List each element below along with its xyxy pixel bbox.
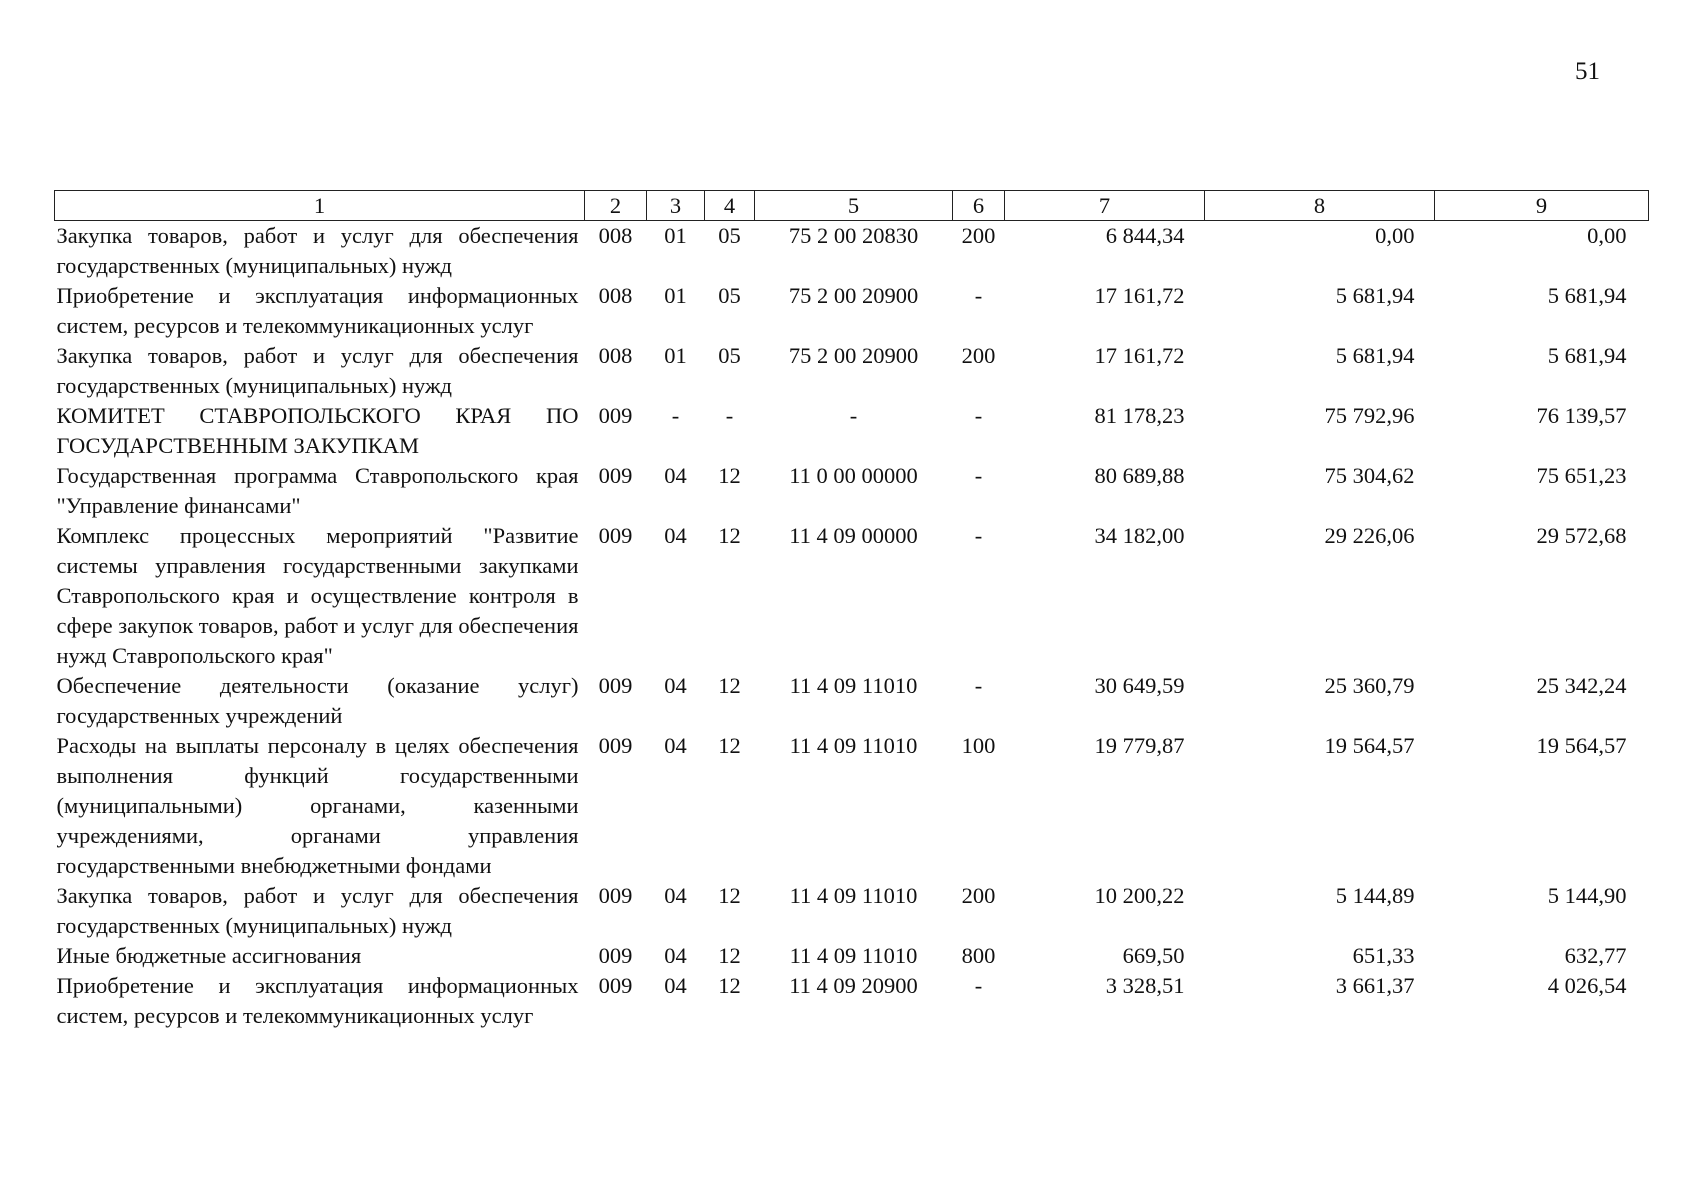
column-4-code: 12 — [718, 973, 741, 998]
column-6-code: 200 — [961, 343, 996, 368]
column-5-code: 11 4 09 11010 — [789, 733, 918, 758]
column-6-code: - — [974, 403, 983, 428]
column-5-code: 75 2 00 20900 — [788, 343, 919, 368]
column-5-code: 11 4 09 11010 — [789, 883, 918, 908]
column-8-amount: 29 226,06 — [1324, 523, 1415, 548]
column-7-amount: 19 779,87 — [1094, 733, 1185, 758]
table-row — [55, 731, 1649, 881]
column-7-amount: 81 178,23 — [1094, 403, 1185, 428]
column-4-code: 12 — [718, 463, 741, 488]
page-number: 51 — [1575, 58, 1600, 85]
column-7-amount: 6 844,34 — [1105, 223, 1185, 248]
column-5-code: 75 2 00 20830 — [788, 223, 919, 248]
column-3-code: 04 — [664, 883, 687, 908]
column-8-amount: 0,00 — [1375, 223, 1415, 248]
budget-table — [54, 190, 1649, 1031]
column-6-code: - — [974, 973, 983, 998]
column-header-6: 6 — [953, 191, 1005, 221]
column-4-code: 12 — [718, 883, 741, 908]
row-description: Закупка товаров, работ и услуг для обеспечения государственных (муниципальных) нужд — [56, 343, 579, 398]
column-8-amount: 75 792,96 — [1324, 403, 1415, 428]
column-2-code: 009 — [598, 943, 633, 968]
header-row — [55, 191, 1649, 221]
column-3-code: 04 — [664, 463, 687, 488]
column-9-amount: 5 681,94 — [1547, 283, 1627, 308]
column-7-amount: 30 649,59 — [1094, 673, 1185, 698]
column-2-code: 009 — [598, 673, 633, 698]
column-7-amount: 669,50 — [1122, 943, 1185, 968]
column-2-code: 009 — [598, 973, 633, 998]
column-2-code: 008 — [598, 343, 633, 368]
table-row — [55, 671, 1649, 731]
row-description: Иные бюджетные ассигнования — [56, 943, 362, 968]
column-4-code: 05 — [718, 343, 741, 368]
column-8-amount: 25 360,79 — [1324, 673, 1415, 698]
column-9-amount: 29 572,68 — [1536, 523, 1627, 548]
column-2-code: 008 — [598, 283, 633, 308]
column-9-amount: 5 144,90 — [1547, 883, 1627, 908]
column-3-code: 01 — [664, 343, 687, 368]
column-3-code: 01 — [664, 283, 687, 308]
column-7-amount: 34 182,00 — [1094, 523, 1185, 548]
column-2-code: 009 — [598, 883, 633, 908]
column-2-code: 009 — [598, 523, 633, 548]
column-6-code: - — [974, 463, 983, 488]
column-3-code: 04 — [664, 973, 687, 998]
column-4-code: 12 — [718, 673, 741, 698]
column-3-code: 04 — [664, 523, 687, 548]
column-header-2: 2 — [585, 191, 647, 221]
column-3-code: 01 — [664, 223, 687, 248]
table-row — [55, 881, 1649, 941]
column-8-amount: 3 661,37 — [1335, 973, 1415, 998]
column-7-amount: 17 161,72 — [1094, 343, 1185, 368]
column-4-code: 12 — [718, 943, 741, 968]
row-description: Приобретение и эксплуатация информационных систем, ресурсов и телекоммуникационных услуг — [56, 283, 579, 338]
column-5-code: 11 4 09 11010 — [789, 943, 918, 968]
column-header-3: 3 — [647, 191, 705, 221]
column-2-code: 009 — [598, 463, 633, 488]
column-5-code: 11 4 09 00000 — [789, 523, 918, 548]
column-9-amount: 4 026,54 — [1547, 973, 1627, 998]
column-7-amount: 17 161,72 — [1094, 283, 1185, 308]
column-6-code: 800 — [961, 943, 996, 968]
table-body — [55, 221, 1649, 1032]
column-4-code: - — [725, 403, 734, 428]
column-4-code: 12 — [718, 733, 741, 758]
column-8-amount: 651,33 — [1352, 943, 1415, 968]
table-row — [55, 341, 1649, 401]
table-row — [55, 281, 1649, 341]
row-description: Комплекс процессных мероприятий "Развитие системы управления государственными закупками Ставропольского края и осуществление контроля в сфере закупок товаров, работ и услуг для обеспечения нужд Ставропольского края" — [56, 523, 579, 668]
column-6-code: - — [974, 673, 983, 698]
table-row — [55, 971, 1649, 1031]
column-5-code: 75 2 00 20900 — [788, 283, 919, 308]
column-header-1: 1 — [55, 191, 585, 221]
table-row — [55, 461, 1649, 521]
column-6-code: 200 — [961, 883, 996, 908]
row-description: Приобретение и эксплуатация информационных систем, ресурсов и телекоммуникационных услуг — [56, 973, 579, 1028]
row-description: Государственная программа Ставропольского края "Управление финансами" — [56, 463, 579, 518]
table-row — [55, 401, 1649, 461]
column-4-code: 05 — [718, 223, 741, 248]
row-description: Расходы на выплаты персоналу в целях обеспечения выполнения функций государственными (муниципальными) органами, казенными учреждениями, органами управления государственными внебюджетными фондами — [56, 733, 579, 878]
column-7-amount: 80 689,88 — [1094, 463, 1185, 488]
column-6-code: - — [974, 523, 983, 548]
column-3-code: 04 — [664, 943, 687, 968]
column-4-code: 12 — [718, 523, 741, 548]
column-3-code: - — [671, 403, 680, 428]
row-description: Закупка товаров, работ и услуг для обеспечения государственных (муниципальных) нужд — [56, 223, 579, 278]
column-9-amount: 25 342,24 — [1536, 673, 1627, 698]
column-header-8: 8 — [1205, 191, 1435, 221]
column-2-code: 009 — [598, 733, 633, 758]
column-header-5: 5 — [755, 191, 953, 221]
table-header — [55, 191, 1649, 221]
column-8-amount: 5 681,94 — [1335, 283, 1415, 308]
row-description: Закупка товаров, работ и услуг для обеспечения государственных (муниципальных) нужд — [56, 883, 579, 938]
row-description: Обеспечение деятельности (оказание услуг) государственных учреждений — [56, 673, 579, 728]
column-6-code: 200 — [961, 223, 996, 248]
column-5-code: 11 4 09 20900 — [789, 973, 918, 998]
column-8-amount: 19 564,57 — [1324, 733, 1415, 758]
column-8-amount: 75 304,62 — [1324, 463, 1415, 488]
column-8-amount: 5 681,94 — [1335, 343, 1415, 368]
column-5-code: - — [849, 403, 858, 428]
column-3-code: 04 — [664, 673, 687, 698]
column-header-9: 9 — [1435, 191, 1649, 221]
column-7-amount: 10 200,22 — [1094, 883, 1185, 908]
table-row — [55, 521, 1649, 671]
column-3-code: 04 — [664, 733, 687, 758]
column-header-7: 7 — [1005, 191, 1205, 221]
column-header-4: 4 — [705, 191, 755, 221]
column-6-code: 100 — [961, 733, 996, 758]
column-9-amount: 632,77 — [1564, 943, 1627, 968]
column-9-amount: 76 139,57 — [1536, 403, 1627, 428]
column-9-amount: 19 564,57 — [1536, 733, 1627, 758]
column-6-code: - — [974, 283, 983, 308]
column-9-amount: 75 651,23 — [1536, 463, 1627, 488]
column-7-amount: 3 328,51 — [1105, 973, 1185, 998]
column-2-code: 009 — [598, 403, 633, 428]
column-9-amount: 5 681,94 — [1547, 343, 1627, 368]
column-9-amount: 0,00 — [1587, 223, 1627, 248]
column-4-code: 05 — [718, 283, 741, 308]
table-row — [55, 221, 1649, 282]
row-description: КОМИТЕТ СТАВРОПОЛЬСКОГО КРАЯ ПО ГОСУДАРСТВЕННЫМ ЗАКУПКАМ — [56, 403, 579, 458]
table-row — [55, 941, 1649, 971]
column-8-amount: 5 144,89 — [1335, 883, 1415, 908]
column-5-code: 11 4 09 11010 — [789, 673, 918, 698]
column-2-code: 008 — [598, 223, 633, 248]
column-5-code: 11 0 00 00000 — [789, 463, 918, 488]
